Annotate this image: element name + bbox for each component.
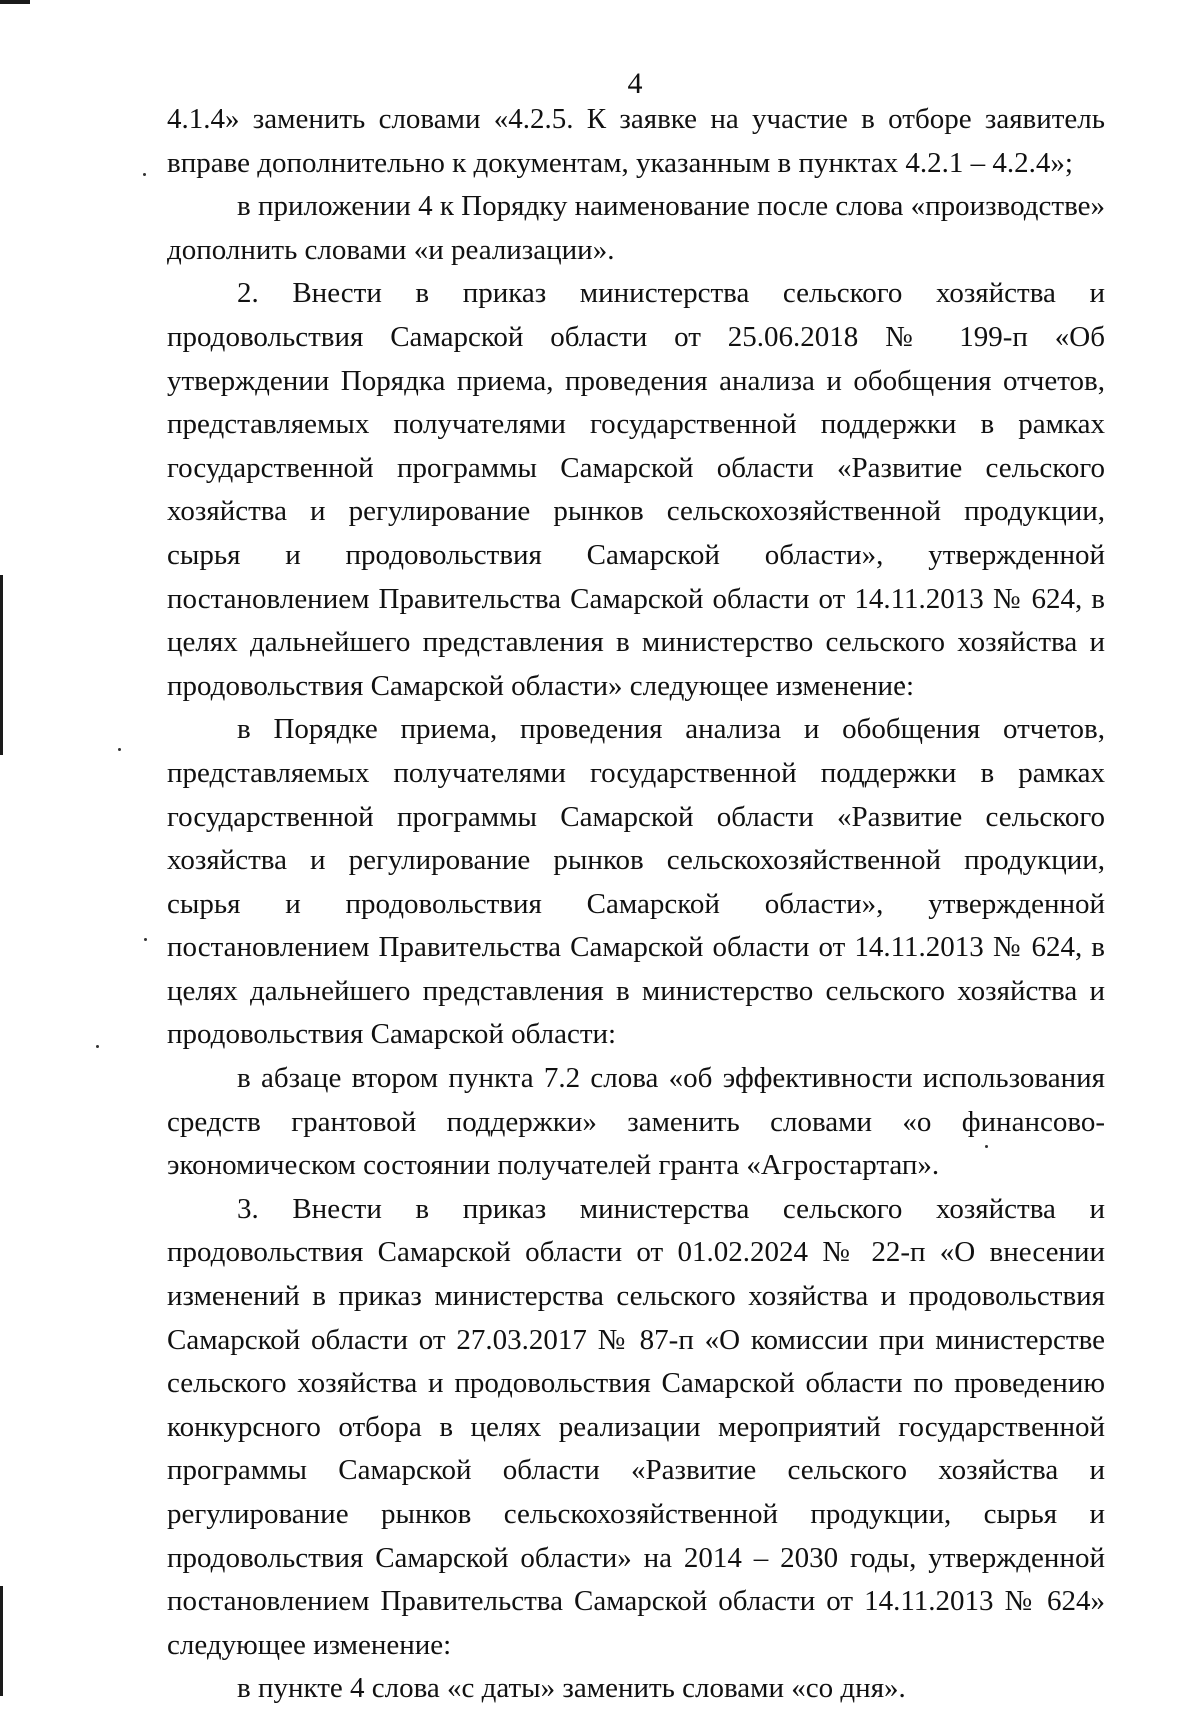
scan-speck: [144, 938, 147, 941]
paragraph: 4.1.4» заменить словами «4.2.5. К заявке на участие в отборе заявитель вправе дополнительно к документам, указанным в пунктах 4.2.1 – 4.2.4»;: [167, 103, 1105, 179]
paragraph: 2. Внести в приказ министерства сельского хозяйства и продовольствия Самарской области от 25.06.2018 № 199-п «Об утверждении Порядка приема, проведения анализа и обобщения отчетов, представляемых получателями государственной поддержки в рамках государственной программы Самарской области «Развитие сельского хозяйства и регулирование рынков сельскохозяйственной продукции, сырья и продовольствия Самарской области», утвержденной постановлением Правительства Самарской области от 14.11.2013 № 624, в целях дальнейшего представления в министерство сельского хозяйства и продовольствия Самарской области» следующее изменение:: [167, 277, 1105, 702]
paragraph: в абзаце втором пункта 7.2 слова «об эффективности использования средств грантовой поддержки» заменить словами «о финансово-экономическом состоянии получателей гранта «Агростартап».: [167, 1062, 1105, 1182]
page-number: 4: [627, 67, 643, 100]
scan-speck: [96, 1045, 99, 1048]
scan-speck: [143, 173, 146, 176]
paragraph: 3. Внести в приказ министерства сельского хозяйства и продовольствия Самарской области от 01.02.2024 № 22-п «О внесении изменений в приказ министерства сельского хозяйства и продовольствия Самарской области от 27.03.2017 № 87-п «О комиссии при министерстве сельского хозяйства и продовольствия Самарской области по проведению конкурсного отбора в целях реализации мероприятий государственной программы Самарской области «Развитие сельского хозяйства и регулирование рынков сельскохозяйственной продукции, сырья и продовольствия Самарской области» на 2014 – 2030 годы, утвержденной постановлением Правительства Самарской области от 14.11.2013 № 624» следующее изменение:: [167, 1192, 1105, 1661]
scan-edge-mark: [0, 575, 3, 755]
paragraph: в Порядке приема, проведения анализа и обобщения отчетов, представляемых получателями государственной поддержки в рамках государственной программы Самарской области «Развитие сельского хозяйства и регулирование рынков сельскохозяйственной продукции, сырья и продовольствия Самарской области», утвержденной постановлением Правительства Самарской области от 14.11.2013 № 624, в целях дальнейшего представления в министерство сельского хозяйства и продовольствия Самарской области:: [167, 713, 1105, 1051]
paragraph: в приложении 4 к Порядку наименование после слова «производстве» дополнить словами «и реализации».: [167, 190, 1105, 266]
scan-speck: [118, 748, 121, 751]
document-body: [167, 98, 1105, 1711]
paragraph: в пункте 4 слова «с даты» заменить словами «со дня».: [237, 1672, 906, 1705]
scan-edge-mark: [0, 0, 30, 4]
scan-edge-mark: [0, 1586, 3, 1696]
